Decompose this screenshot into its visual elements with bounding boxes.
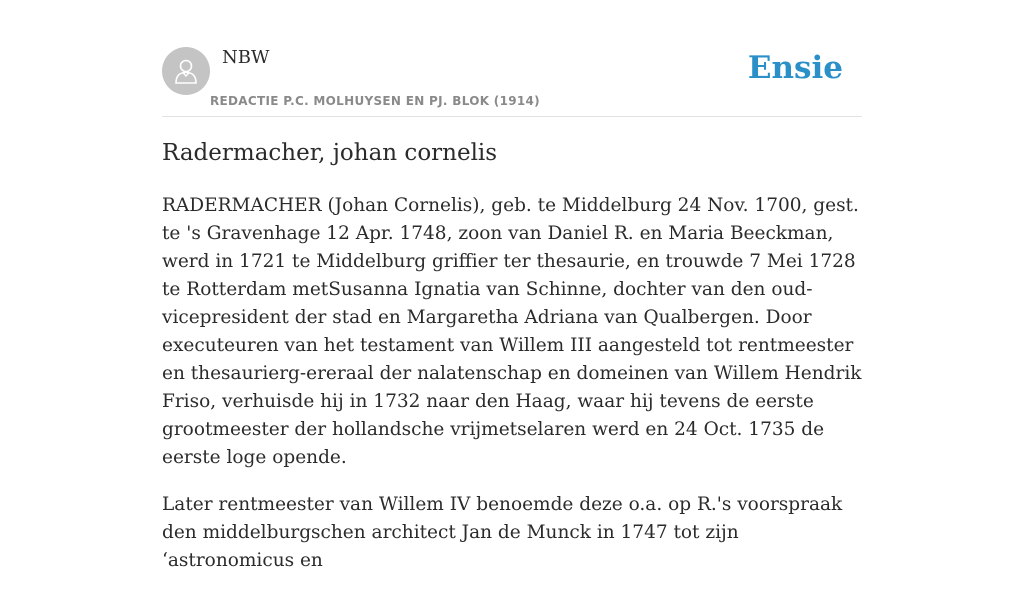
article-body [162, 192, 872, 594]
source-editors: REDACTIE P.C. MOLHUYSEN EN PJ. BLOK (1914) [210, 94, 540, 108]
user-icon [174, 58, 198, 84]
source-header [162, 46, 862, 117]
source-name[interactable]: NBW [222, 47, 270, 68]
brand-logo[interactable]: Ensie [747, 50, 843, 86]
article-paragraph: RADERMACHER (Johan Cornelis), geb. te Middelburg 24 Nov. 1700, gest. te 's Gravenhage 12 Apr. 1748, zoon van Daniel R. en Maria Beeckman, werd in 1721 te Middelburg griffier ter thesaurie, en trouwde 7 Mei 1728 te Rotterdam metSusanna Ignatia van Schinne, dochter van den oud-vicepresident der stad en Margaretha Adriana van Qualbergen. Door executeuren van het testament van Willem III aangesteld tot rentmeester en thesaurierg-ereraal der nalatenschap en domeinen van Willem Hendrik Friso, verhuisde hij in 1732 naar den Haag, waar hij tevens de eerste grootmeester der hollandsche vrijmetselaren werd en 24 Oct. 1735 de eerste loge opende. [162, 195, 862, 468]
article-paragraph: Later rentmeester van Willem IV benoemde deze o.a. op R.'s voorspraak den middelburgschen architect Jan de Munck in 1747 tot zijn ‘astronomicus en [162, 494, 843, 571]
article-title: Radermacher, johan cornelis [162, 140, 498, 166]
avatar[interactable] [162, 47, 210, 95]
